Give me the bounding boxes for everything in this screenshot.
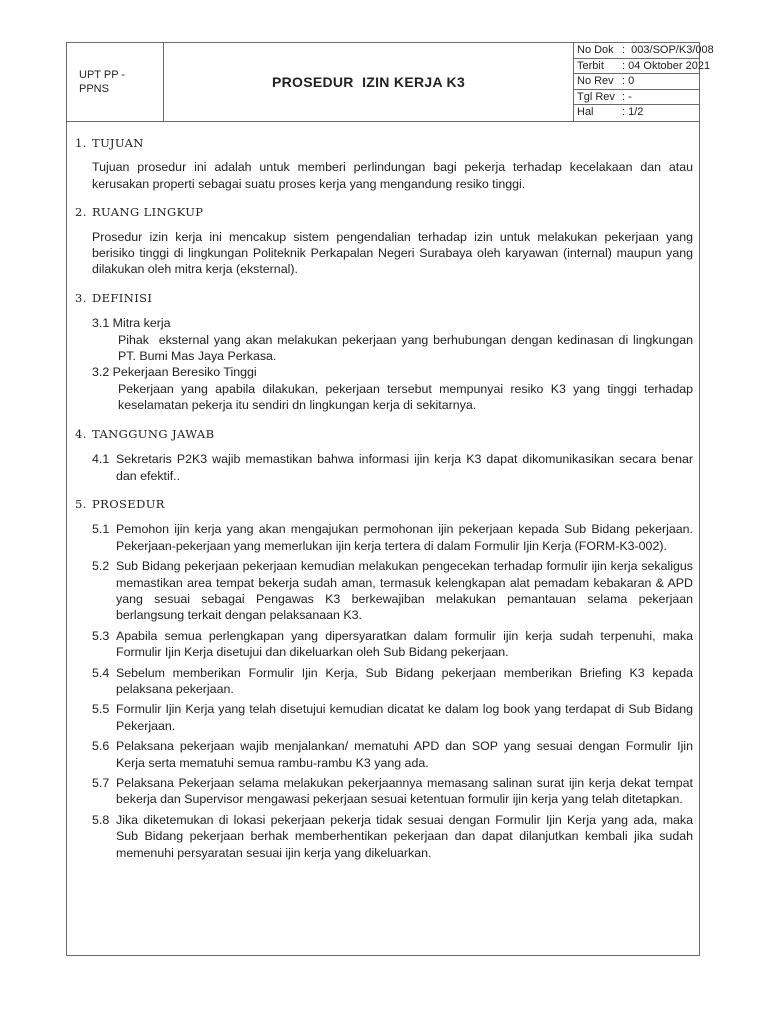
section-title: TANGGUNG JAWAB — [92, 426, 215, 441]
organization-line-1: UPT PP - — [79, 69, 126, 81]
item-text: Formulir Ijin Kerja yang telah disetujui kemudian dicatat ke dalam log book yang terdapat di Sub Bidang Pekerjaan. — [116, 702, 693, 733]
item-number: 5.6 — [92, 739, 110, 754]
item-number: 5.7 — [92, 776, 110, 790]
section-paragraph: Prosedur izin kerja ini mencakup sistem pengendalian terhadap izin untuk melakukan pekerjaan yang berisiko tinggi di lingkungan Politeknik Perkapalan Negeri Surabaya oleh karyawan (internal) maupun yang dilakukan oleh mitra kerja (eksternal). — [92, 229, 693, 277]
meta-value: : 1/2 — [622, 106, 644, 119]
definition-text: Pekerjaan yang apabila dilakukan, pekerjaan tersebut mempunyai resiko K3 yang tinggi terhadap keselamatan pekerja itu sendiri dn lingkungan kerja di sekitarnya. — [118, 381, 693, 413]
section-title: PROSEDUR — [92, 496, 165, 511]
section-title: TUJUAN — [92, 136, 144, 150]
section-heading-definisi — [75, 290, 693, 306]
item-number: 5.5 — [92, 702, 110, 717]
list-item — [92, 775, 693, 808]
section-number: 3. — [75, 290, 87, 305]
item-number: 5.4 — [92, 665, 110, 680]
item-number: 5.3 — [92, 628, 110, 643]
item-text: Sub Bidang pekerjaan pekerjaan kemudian melakukan pengecekan terhadap formulir ijin kerja sekaligus memastikan area tempat bekerja sudah aman, termasuk kelengkapan alat pemadam kebakaran & APD yang sesuai sebagai Pengawas K3 berkewajiban melakukan pemantauan selama pekerjaan berlangsung terkait dengan pelaksanaan K3. — [116, 559, 693, 623]
item-number: 5.1 — [92, 522, 110, 537]
definition-text: Pihak eksternal yang akan melakukan pekerjaan yang berhubungan dengan kedinasan di lingkungan PT. Bumi Mas Jaya Perkasa. — [118, 332, 697, 364]
section-number: 2. — [75, 205, 87, 220]
meta-key: Terbit — [577, 59, 604, 72]
organization-line-2: PPNS — [79, 83, 109, 95]
meta-key: No Dok — [577, 44, 614, 56]
item-text: Pemohon ijin kerja yang akan mengajukan permohonan ijin pekerjaan kepada Sub Bidang pekerjaan. Pekerjaan-pekerjaan yang memerlukan ijin kerja tertera di dalam Formulir Ijin Kerja (FORM-K3-002). — [116, 522, 693, 553]
meta-key: Tgl Rev — [577, 90, 615, 103]
section-heading-prosedur — [75, 496, 693, 512]
meta-row-page — [574, 105, 699, 121]
section-title: RUANG LINGKUP — [92, 205, 204, 220]
meta-row-revision-date — [574, 90, 699, 106]
meta-key: No Rev — [577, 75, 614, 88]
section-paragraph: Tujuan prosedur ini adalah untuk memberi perlindungan bagi pekerja terhadap kecelakaan dan atau kerusakan properti sebagai suatu proses kerja yang mengandung resiko tinggi. — [92, 160, 693, 191]
list-item — [92, 812, 693, 861]
list-item — [92, 521, 693, 554]
section-number: 4. — [75, 426, 87, 441]
item-text: Sebelum memberikan Formulir Ijin Kerja, Sub Bidang pekerjaan memberikan Briefing K3 kepada pelaksana pekerjaan. — [116, 665, 693, 696]
document-header — [67, 43, 714, 122]
section-number: 5. — [75, 496, 87, 511]
item-text: Sekretaris P2K3 wajib memastikan bahwa informasi ijin kerja K3 dapat dikomunikasikan secara benar dan efektif.. — [116, 452, 693, 483]
item-number: 5.2 — [92, 559, 110, 574]
document-body — [75, 135, 697, 861]
list-item — [92, 665, 693, 698]
section-title: DEFINISI — [92, 290, 153, 305]
document-frame — [66, 42, 714, 956]
section-heading-tanggung-jawab — [75, 426, 693, 442]
item-text: Pelaksana Pekerjaan selama melakukan pekerjaannya memasang salinan surat ijin kerja dekat tempat bekerja dan Supervisor mengawasi pekerjaan sesuai ketentuan formulir ijin kerja yang telah ditetapkan. — [116, 776, 693, 807]
document-title: PROSEDUR IZIN KERJA K3 — [164, 43, 574, 121]
item-text: Pelaksana pekerjaan wajib menjalankan/ mematuhi APD dan SOP yang sesuai dengan Formulir Ijin Kerja serta mematuhi semua rambu-rambu K3 yang ada. — [116, 739, 693, 770]
meta-row-issued — [574, 59, 711, 75]
item-number: 5.8 — [92, 812, 110, 827]
meta-value: : 0 — [622, 75, 635, 88]
list-item — [92, 738, 693, 771]
definition-label: 3.1 Mitra kerja — [92, 316, 171, 331]
item-number: 4.1 — [92, 452, 110, 467]
meta-value: : 003/SOP/K3/008 — [622, 44, 714, 56]
meta-row-revision — [574, 74, 699, 90]
meta-key: Hal — [577, 106, 594, 119]
list-item — [92, 451, 693, 484]
list-item — [92, 628, 693, 661]
organization-cell — [67, 43, 164, 121]
list-item — [92, 558, 693, 624]
section-heading-tujuan — [75, 135, 693, 151]
section-number: 1. — [75, 136, 87, 150]
meta-value: : 04 Oktober 2021 — [622, 59, 711, 72]
document-meta-table — [574, 43, 714, 121]
section-heading-ruang-lingkup — [75, 204, 693, 220]
list-item — [92, 701, 693, 734]
item-text: Jika diketemukan di lokasi pekerjaan pekerja tidak sesuai dengan Formulir Ijin Kerja yang ada, maka Sub Bidang pekerjaan berhak memberhentikan pekerjaan dan dapat dilanjutkan kembali jika sudah memenuhi persyaratan sesuai ijin kerja yang dikeluarkan. — [116, 812, 693, 860]
item-text: Apabila semua perlengkapan yang dipersyaratkan dalam formulir ijin kerja sudah terpenuhi, maka Formulir Ijin Kerja disetujui dan dikeluarkan oleh Sub Bidang pekerjaan. — [116, 628, 693, 660]
definition-label: 3.2 Pekerjaan Beresiko Tinggi — [92, 365, 257, 380]
meta-value: : - — [622, 90, 632, 103]
meta-row-doc-number — [574, 43, 714, 59]
